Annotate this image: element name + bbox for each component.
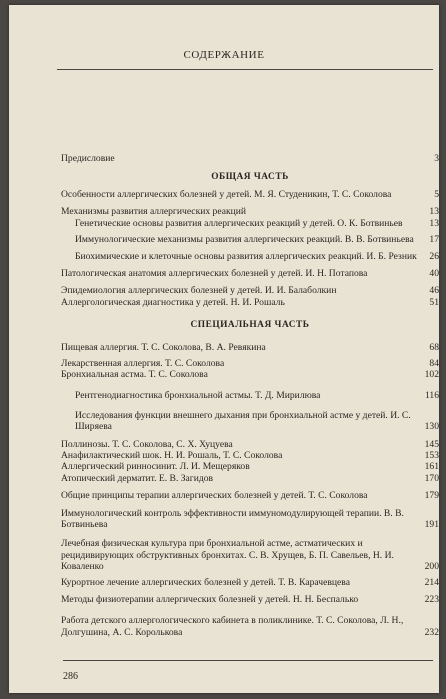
toc-entry-title: Бронхиальная астма. Т. С. Соколова [61, 369, 208, 381]
toc-entry [61, 218, 439, 229]
toc-entry-page: 40 [429, 268, 439, 280]
toc-entry-page: 84 [429, 358, 439, 370]
top-rule [57, 69, 433, 70]
toc-entry-title: Рентгенодиагностика бронхиальной астмы. Т. Д. Мирилюва [75, 390, 321, 402]
toc-entry-page: 116 [424, 390, 439, 402]
toc-entry-page: 13 [429, 217, 439, 229]
toc-entry [61, 189, 439, 200]
toc-entry-page: 102 [424, 369, 439, 381]
toc-entry-page: 145 [424, 439, 439, 451]
toc-entry-page: 153 [424, 450, 439, 462]
section-heading: СПЕЦИАЛЬНАЯ ЧАСТЬ [190, 319, 310, 330]
table-of-contents [61, 153, 439, 638]
toc-entry-page: 46 [429, 285, 439, 297]
toc-entry-page: 51 [429, 296, 439, 308]
book-page [9, 5, 439, 693]
toc-entry-page: 3 [434, 153, 439, 164]
toc-entry [61, 450, 439, 461]
toc-entry-title: Курортное лечение аллергических болезней у детей. Т. В. Карачевцева [61, 577, 350, 589]
toc-entry-page: 200 [424, 560, 439, 572]
toc-entry [61, 410, 439, 432]
toc-entry [61, 268, 439, 279]
toc-entry-title: Методы физиотерапии аллергических болезней у детей. Н. Н. Беспалько [61, 594, 359, 606]
page-number: 286 [63, 671, 78, 682]
toc-entry-page: 130 [424, 420, 439, 432]
toc-entry [61, 285, 439, 296]
toc-entry-title: Пищевая аллергия. Т. С. Соколова, В. А. Ревякина [61, 341, 266, 353]
toc-entry-title: Анафилактический шок. Н. И. Рошаль, Т. С. Соколова [61, 450, 283, 462]
toc-entry [61, 615, 439, 637]
toc-entry [61, 297, 439, 308]
toc-entry-title: Генетические основы развития аллергических реакций у детей. О. К. Ботвиньев [75, 217, 403, 229]
toc-entry [61, 390, 439, 401]
toc-entry [61, 153, 439, 164]
toc-entry-title: Общие принципы терапии аллергических болезней у детей. Т. С. Соколова [61, 489, 368, 501]
toc-entry-title: Иммунологический контроль эффективности иммуномодулирующей терапии. В. В. Ботвиньева [61, 508, 404, 531]
toc-entry-title: Патологическая анатомия аллергических болезней у детей. И. Н. Потапова [61, 268, 368, 280]
toc-entry [61, 508, 439, 530]
toc-entry-page: 232 [424, 626, 439, 638]
toc-entry-page: 214 [424, 577, 439, 589]
toc-entry [61, 439, 439, 450]
toc-entry-page: 191 [424, 519, 439, 531]
toc-entry-title: Предисловие [61, 153, 115, 164]
toc-entry-page: 13 [429, 206, 439, 218]
toc-entry [61, 234, 439, 245]
toc-entry-title: Эпидемиология аллергических болезней у детей. И. И. Балаболкин [61, 285, 337, 297]
toc-entry-page: 170 [424, 472, 439, 484]
toc-entry-title: Лечебная физическая культура при бронхиальной астме, астматических и рецидивирующих обструктивных бронхитах. С. В. Хрущев, Б. П. Савельев, Н. И. Коваленко [61, 538, 394, 572]
toc-entry-title: Иммунологические механизмы развития аллергических реакций. В. В. Ботвиньева [75, 233, 414, 245]
toc-entry-page: 161 [424, 461, 439, 473]
toc-entry-page: 5 [434, 189, 439, 201]
bottom-rule [63, 660, 433, 661]
page-title: СОДЕРЖАНИЕ [183, 49, 265, 61]
toc-entry-page: 223 [424, 594, 439, 606]
toc-entry-title: Работа детского аллергологического кабинета в поликлинике. Т. С. Соколова, Л. Н., Долгушина, А. С. Королькова [61, 615, 404, 638]
toc-entry-title: Лекарственная аллергия. Т. С. Соколова [61, 358, 225, 370]
toc-entry [61, 251, 439, 262]
toc-entry [61, 369, 439, 380]
toc-entry-title: Механизмы развития аллергических реакций [61, 206, 247, 218]
toc-entry [61, 538, 439, 572]
toc-entry [61, 490, 439, 501]
toc-entry-title: Атопический дерматит. Е. В. Загидов [61, 472, 214, 484]
toc-entry-title: Биохимические и клеточные основы развития аллергических реакций. И. Б. Резник [75, 251, 417, 263]
toc-entry-page: 68 [429, 341, 439, 353]
toc-entry [61, 342, 439, 353]
toc-entry [61, 461, 439, 472]
toc-entry-title: Поллинозы. Т. С. Соколова, С. Х. Хуцуева [61, 439, 233, 451]
toc-entry-title: Особенности аллергических болезней у детей. М. Я. Студеникин, Т. С. Соколова [61, 189, 392, 201]
toc-entry-title: Исследования функции внешнего дыхания при бронхиальной астме у детей. И. С. Ширяева [75, 409, 411, 432]
toc-entry-title: Аллергический ринносинит. Л. И. Мещеряков [61, 461, 250, 473]
toc-entry [61, 594, 439, 605]
section-heading: ОБЩАЯ ЧАСТЬ [211, 172, 289, 183]
toc-entry-page: 26 [429, 251, 439, 263]
toc-entry [61, 473, 439, 484]
toc-entry-page: 17 [429, 233, 439, 245]
toc-entry [61, 206, 439, 217]
toc-entry [61, 358, 439, 369]
toc-entry [61, 577, 439, 588]
toc-entry-page: 179 [424, 489, 439, 501]
toc-entry-title: Аллергологическая диагностика у детей. Н. И. Рошаль [61, 296, 285, 308]
